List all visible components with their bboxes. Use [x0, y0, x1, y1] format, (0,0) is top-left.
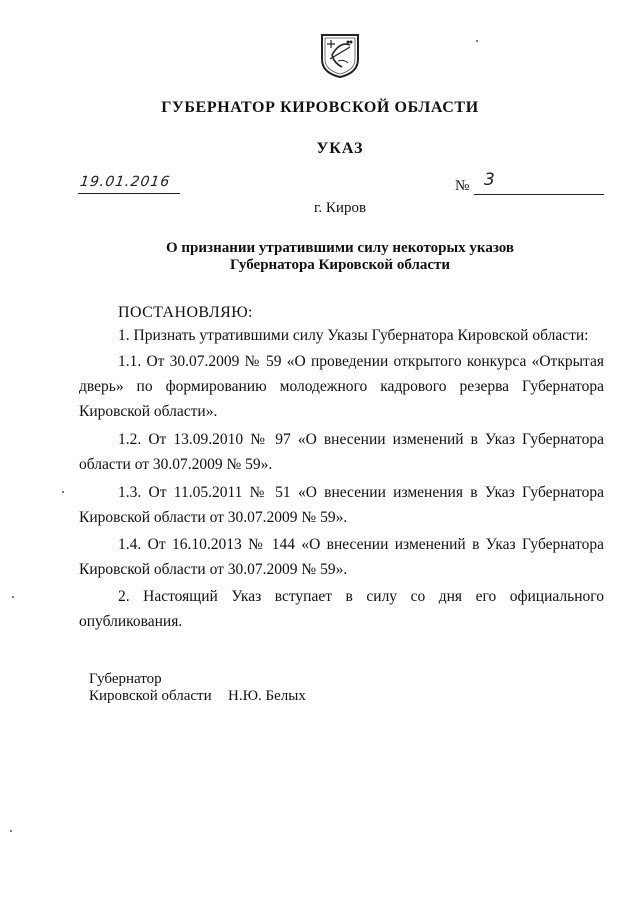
signatory-region: Кировской области [89, 688, 212, 704]
subject-line-1: О признании утратившими силу некоторых указов [166, 240, 514, 256]
signatory-name: Н.Ю. Белых [228, 688, 306, 704]
issuing-authority: ГУБЕРНАТОР КИРОВСКОЙ ОБЛАСТИ [161, 99, 479, 116]
subject-line-2: Губернатора Кировской области [229, 257, 451, 273]
document-type: УКАЗ [316, 140, 364, 157]
scan-speck [10, 830, 12, 832]
paragraph-1-4: 1.4. От 16.10.2013 № 144 «О внесении изменений в Указ Губернатора Кировской области от 30.07.2009 № 59». [79, 536, 604, 578]
document-subject [100, 240, 580, 274]
paragraph-1-3: 1.3. От 11.05.2011 № 51 «О внесении изменения в Указ Губернатора Кировской области от 30.07.2009 № 59». [79, 484, 604, 526]
signatory-title: Губернатор [89, 671, 162, 687]
date-underline [78, 193, 180, 194]
scan-speck [476, 40, 478, 42]
decree-word: ПОСТАНОВЛЯЮ: [118, 304, 253, 321]
handwritten-number: 3 [484, 170, 495, 190]
number-label: № [455, 178, 470, 194]
handwritten-date: 19.01.2016 [78, 174, 172, 190]
scan-speck [12, 596, 14, 598]
scan-speck [62, 491, 64, 493]
city: г. Киров [313, 200, 367, 216]
paragraph-1-2: 1.2. От 13.09.2010 № 97 «О внесении изменений в Указ Губернатора области от 30.07.2009 № 59». [79, 431, 604, 473]
kirov-coat-of-arms-icon [320, 33, 360, 79]
paragraph-2: 2. Настоящий Указ вступает в силу со дня его официального опубликования. [79, 588, 604, 630]
paragraph-1-1: 1.1. От 30.07.2009 № 59 «О проведении открытого конкурса «Открытая дверь» по формированию молодежного кадрового резерва Губернатора Кировской области». [79, 353, 604, 420]
paragraph-1: 1. Признать утратившими силу Указы Губернатора Кировской области: [118, 327, 589, 344]
number-underline [474, 194, 604, 195]
